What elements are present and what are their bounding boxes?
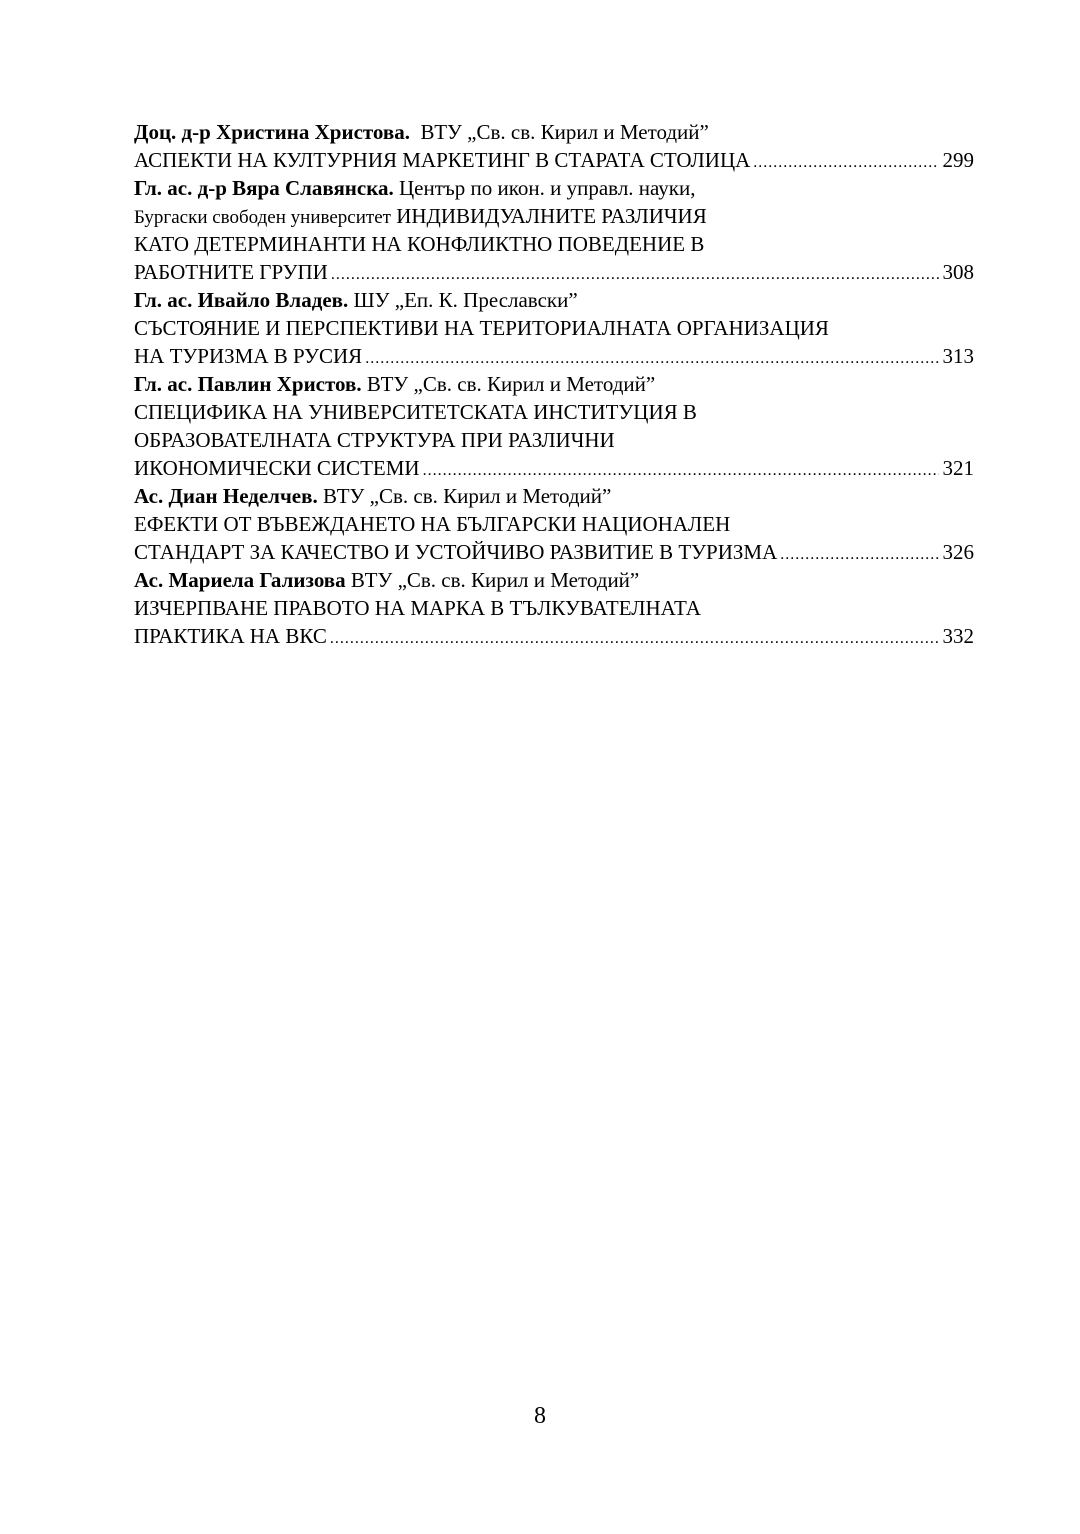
toc-entry-title-line <box>134 314 974 342</box>
toc-entry-title-line <box>134 146 974 174</box>
entry-author: Доц. д-р Христина Христова. <box>134 120 410 144</box>
entry-title: ИЗЧЕРПВАНЕ ПРАВОТО НА МАРКА В ТЪЛКУВАТЕЛНАТА <box>134 596 701 620</box>
entry-title: СПЕЦИФИКА НА УНИВЕРСИТЕТСКАТА ИНСТИТУЦИЯ В <box>134 400 697 424</box>
entry-title: НА ТУРИЗМА В РУСИЯ <box>134 344 363 368</box>
toc-entry-author-line <box>134 286 974 314</box>
entry-affiliation: ВТУ „Св. св. Кирил и Методий” <box>366 372 656 396</box>
entry-title: КАТО ДЕТЕРМИНАНТИ НА КОНФЛИКТНО ПОВЕДЕНИЕ В <box>134 232 705 256</box>
entry-author: Ас. Диан Неделчев. <box>134 484 318 508</box>
entry-page-number: 299 <box>942 148 974 172</box>
entry-title: СТАНДАРТ ЗА КАЧЕСТВО И УСТОЙЧИВО РАЗВИТИЕ В ТУРИЗМА <box>134 540 778 564</box>
toc-entry-author-line <box>134 566 974 594</box>
entry-affiliation: ВТУ „Св. св. Кирил и Методий” <box>420 120 709 144</box>
toc-entry-title-line <box>134 594 974 622</box>
toc-entry-title-line <box>134 202 974 230</box>
entry-page-number: 321 <box>942 456 974 480</box>
entry-affiliation: ШУ „Еп. К. Преславски” <box>353 288 578 312</box>
dot-leader <box>365 345 938 370</box>
entry-page-number: 308 <box>942 260 974 284</box>
entry-author: Гл. ас. Ивайло Владев. <box>134 288 349 312</box>
entry-title: ИКОНОМИЧЕСКИ СИСТЕМИ <box>134 456 420 480</box>
page-number: 8 <box>534 1403 546 1429</box>
toc-entry-author-line <box>134 370 974 398</box>
entry-title: РАБОТНИТЕ ГРУПИ <box>134 260 328 284</box>
toc-entry-author-line <box>134 118 974 146</box>
dot-leader <box>331 261 939 286</box>
entry-title: СЪСТОЯНИЕ И ПЕРСПЕКТИВИ НА ТЕРИТОРИАЛНАТА ОРГАНИЗАЦИЯ <box>134 316 829 340</box>
toc-entry-title-line <box>134 342 974 370</box>
entry-page-number: 332 <box>942 624 974 648</box>
entry-title: ЕФЕКТИ ОТ ВЪВЕЖДАНЕТО НА БЪЛГАРСКИ НАЦИОНАЛЕН <box>134 512 731 536</box>
toc-entry-title-line <box>134 230 974 258</box>
entry-author: Гл. ас. Павлин Христов. <box>134 372 362 396</box>
dot-leader <box>330 625 939 650</box>
toc-entry-title-line <box>134 510 974 538</box>
toc-entry-author-line <box>134 482 974 510</box>
entry-page-number: 326 <box>942 540 974 564</box>
toc-entry-title-line <box>134 538 974 566</box>
toc-entry-title-line <box>134 258 974 286</box>
entry-page-number: 313 <box>942 344 974 368</box>
entry-title: АСПЕКТИ НА КУЛТУРНИЯ МАРКЕТИНГ В СТАРАТА СТОЛИЦА <box>134 148 751 172</box>
dot-leader <box>753 149 938 174</box>
toc-entry-title-line <box>134 454 974 482</box>
toc-entry-title-line <box>134 398 974 426</box>
entry-title: ИНДИВИДУАЛНИТЕ РАЗЛИЧИЯ <box>396 204 707 228</box>
toc-entry-author-line <box>134 174 974 202</box>
entry-affiliation: Бургаски свободен университет <box>134 207 391 228</box>
toc-entry-title-line <box>134 426 974 454</box>
entry-affiliation: Център по икон. и управл. науки, <box>399 176 696 200</box>
entry-title: ОБРАЗОВАТЕЛНАТА СТРУКТУРА ПРИ РАЗЛИЧНИ <box>134 428 615 452</box>
entry-author: Гл. ас. д-р Вяра Славянска. <box>134 176 394 200</box>
table-of-contents <box>134 118 974 650</box>
dot-leader <box>780 541 938 566</box>
entry-affiliation: ВТУ „Св. св. Кирил и Методий” <box>350 568 640 592</box>
entry-affiliation: ВТУ „Св. св. Кирил и Методий” <box>322 484 612 508</box>
dot-leader <box>423 457 939 482</box>
entry-title: ПРАКТИКА НА ВКС <box>134 624 327 648</box>
entry-author: Ас. Мариела Гализова <box>134 568 346 592</box>
toc-entry-title-line <box>134 622 974 650</box>
